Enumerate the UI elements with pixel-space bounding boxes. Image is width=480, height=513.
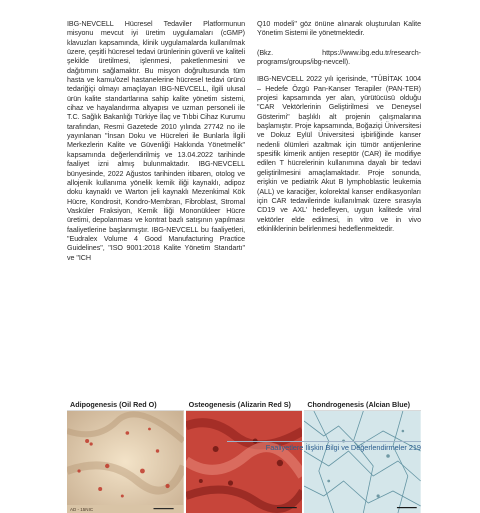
left-paragraph-1: IBG-NEVCELL Hücresel Tedaviler Platformunun misyonu mevcut iyi üretim uygulamaları (cGMP) klavuzları kapsamında, klinik uygulamalarda kullanılmak üzere, çeşitli hücresel tedavi ürünlerinin güvenli ve kaliteli şekilde üretilmesi, işlenmesi, paketlenmesini ve dağıtımını sağlamaktır. Bu misyon doğrultusunda tüm hasta ve kamu/özel hastanelerine hücresel tedavi ürünü tedariğiçi olmayı amaçlayan IBG-NEVCELL, ilgili ulusal ürün kalite standartlarına sahip kalite yönetim sistemi, cihaz ve hayalandırma altyapısı ve uzman personeli ile T.C. Sağlık Bakanlığı Türkiye İlaç ve Tıbbi Cihaz Kurumu tarafından, Resmi Gazetede 2010 yılında 27742 no ile yayınlanan "İnsan Doku ve Hücreleri ile Bunlarla İlgili Merkezlerin Kalite ve Güvenliği Hakkında Yönetmelik" kapsamında değerlendirilmiş ve 13.04.2022 tarihinde faaliyet izni almış bulunmaktadır. IBG-NEVCELL bünyesinde, 2022 Ağustos tarihinden itibaren, otolog ve allojenik kullanıma yönelik kemik iliği kaynaklı, adipoz doku kaynaklı ve Warton jeli kaynaklı Mezenkimal Kök Hücre, Kondrosit, Kondro-Membran, Fibroblast, Stromal Vasküler Fraksiyon, Kemik İliği Mononükleer Hücre üretimi, depolanması ve kontrat bazlı satışının yapılması faaliyetlerine başlanmıştır. IBG-NEVCELL bu faaliyetleri, "Eudralex Volume 4 Good Manufacturing Practice Guidelines", "ISO 9001:2018 Kalite Yönetim Standartı" ve "ICH — [67, 20, 245, 262]
right-text-column — [257, 20, 421, 234]
right-paragraph-2: IBG-NEVCELL 2022 yılı içerisinde, "TÜBİTAK 1004 – Hedefe Özgü Pan-Kanser Terapiler (PAN-TER) projesi kapsamında yer alan, yürütücüsü olduğu "CAR Vektörlerinin Geliştirilmesi ve Deneysel Gösterimi" başlıklı alt projenin çalışmalarına başlamıştır. Proje kapsamında, Boğaziçi Üniversitesi ve Dokuz Eylül Üniversitesi işbirliğinde kanser nedenli ölümleri azaltmak için tümör antijenlerine spesifik kimerik antijen reseptör (CAR) ile modifiye edilen T hücrelerinin kullanımına dayalı bir tedavi geliştirilmesini amaçlamaktadır. Proje sonunda, erişkin ve pediatrik Akut B lymphoblastic leukemia (ALL) ve karaciğer, kolorektal kanser endikasyonları için CAR tedavilerinde kullanılmak üzere sırasıyla CD19 ve AXL' hedefleyen, uygun kalitede viral vektörler elde edilmesi, in vitro ve in vivo etkinliklerinin belirlenmesi hedeflenmektedir. — [257, 75, 421, 233]
adipogenesis-image — [67, 411, 184, 513]
footer-rule — [227, 441, 421, 442]
adipogenesis-scale-text: AD - 15NIC — [70, 507, 94, 512]
adipogenesis-label: Adipogenesis (Oil Red O) — [67, 400, 184, 411]
footer — [227, 443, 421, 452]
adipogenesis-panel — [67, 400, 184, 513]
page-number: 219 — [408, 443, 421, 452]
osteogenesis-image — [186, 411, 303, 513]
left-text-column — [67, 20, 245, 263]
footer-section-title: Faaliyetlere İlişkin Bilgi ve Değerlendirmeler — [265, 443, 407, 452]
osteogenesis-panel — [186, 400, 303, 513]
chondrogenesis-label: Chondrogenesis (Alcian Blue) — [304, 400, 421, 411]
chondrogenesis-image — [304, 411, 421, 513]
differentiation-figure-strip — [67, 400, 421, 513]
right-paragraph-link: (Bkz. https://www.ibg.edu.tr/research-programs/groups/ibg-nevcell). — [257, 48, 421, 67]
osteogenesis-label: Osteogenesis (Alizarin Red S) — [186, 400, 303, 411]
chondrogenesis-panel — [304, 400, 421, 513]
right-paragraph-1: Q10 modeli" göz önüne alınarak oluşturulan Kalite Yönetim Sistemi ile yönetmektedir. — [257, 20, 421, 38]
